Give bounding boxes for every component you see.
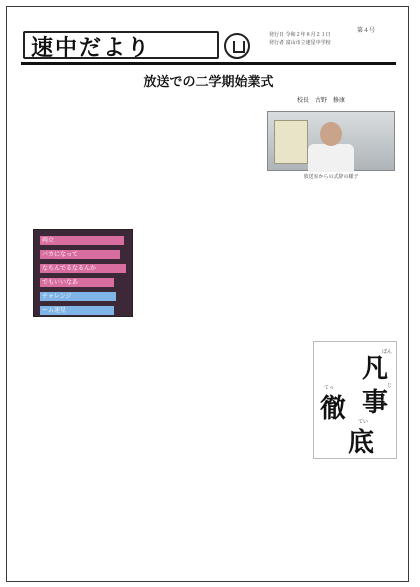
slogan-line: チャレンジ (40, 292, 116, 301)
newsletter-title-box (23, 31, 219, 59)
newsletter-page (6, 6, 409, 582)
furigana: じ (386, 383, 392, 389)
headline: 放送での二学期始業式 (143, 75, 274, 90)
school-emblem-icon (224, 33, 250, 59)
calligraphy-char: 凡 (361, 354, 388, 384)
slogan-line: でもいいなあ (40, 278, 114, 287)
slogan-line: 両立 (40, 236, 124, 245)
calligraphy-char: 底 (348, 428, 375, 458)
calligraphy-panel (313, 341, 397, 459)
principal-photo (267, 111, 395, 171)
publisher-label: 発行者 (269, 40, 285, 46)
slogan-line: なちんでるなるんか (40, 264, 126, 273)
date-value: 令和２年８月２１日 (285, 32, 331, 38)
furigana: てい (358, 419, 369, 425)
header-rule (21, 62, 396, 65)
calligraphy-char: 徹 (320, 394, 347, 424)
publisher-value: 富山市立速星中学校 (285, 40, 331, 46)
photo-caption: 放送室からの式辞の様子 (303, 174, 359, 180)
slogan-panel (33, 229, 133, 317)
calligraphy-char: 事 (361, 388, 388, 418)
masthead (17, 13, 402, 61)
masthead-meta (269, 31, 409, 47)
furigana: てっ (324, 385, 335, 391)
slogan-line: ーム速星 (40, 306, 114, 315)
furigana: ぼん (381, 349, 392, 355)
newsletter-title: 速中だより (31, 35, 152, 61)
issue-number: 第４号 (357, 27, 376, 34)
date-label: 発行日 (269, 32, 285, 38)
slogan-line: バカになって (40, 250, 120, 259)
author: 校長 古野 修康 (297, 97, 346, 104)
